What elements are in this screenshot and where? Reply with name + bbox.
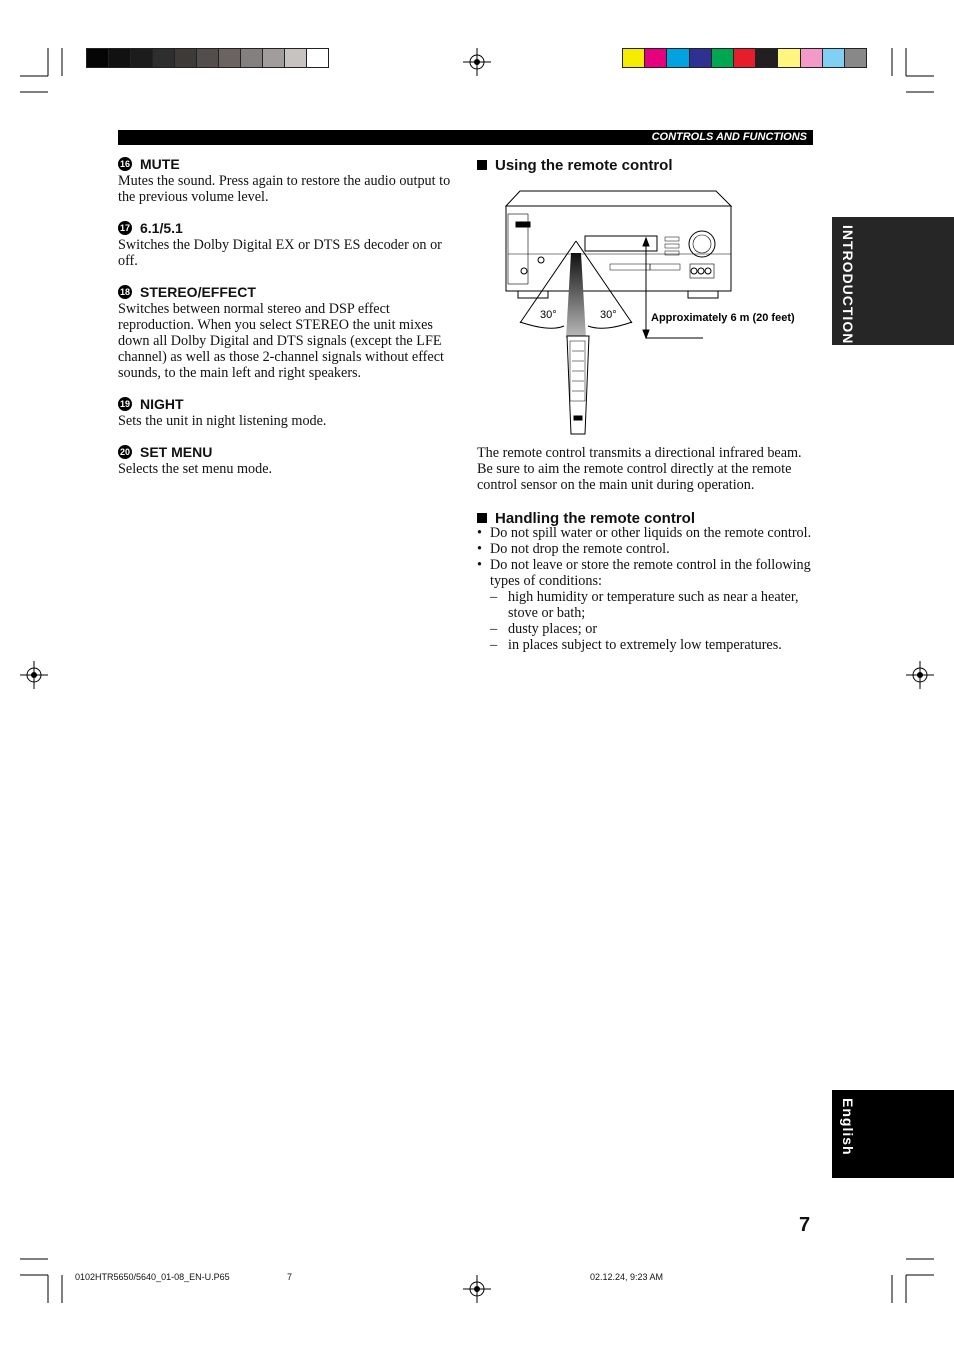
color-swatch [130,48,153,68]
item-number: 20 [119,447,130,457]
item-mute [118,156,453,205]
item-number: 18 [119,287,130,297]
distance-label: Approximately 6 m (20 feet) [651,312,795,324]
item-number: 19 [119,399,130,409]
item-title-text: SET MENU [140,444,213,460]
color-swatch [666,48,689,68]
condition-item: – dusty places; or [477,621,813,637]
color-swatch [152,48,175,68]
color-swatch [777,48,800,68]
color-swatch [218,48,241,68]
list-item: • Do not drop the remote control. [477,541,813,557]
remote-illustration [567,336,589,434]
item-body: Mutes the sound. Press again to restore the audio output to the previous volume level. [118,173,451,205]
color-swatch [755,48,778,68]
item-61-51 [118,220,453,269]
remote-section-title-text: Using the remote control [495,157,673,174]
section-header: CONTROLS AND FUNCTIONS [651,131,807,143]
handling-section-title-text: Handling the remote control [495,510,696,527]
color-swatch [86,48,109,68]
color-swatch [174,48,197,68]
color-swatch [306,48,329,68]
item-title-text: NIGHT [140,396,184,412]
list-item: • Do not leave or store the remote control in the following types of conditions: [477,557,813,589]
item-number: 16 [119,159,130,169]
left-angle-label: 30° [540,309,557,321]
item-title-text: 6.1/5.1 [140,220,183,236]
handling-list [477,525,813,653]
item-title [118,284,453,300]
item-set-menu [118,444,453,477]
item-title [118,444,453,460]
color-swatch [689,48,712,68]
color-swatch [711,48,734,68]
remote-section-body: The remote control transmits a directional infrared beam. Be sure to aim the remote control directly at the remote control sensor on the main unit during operation. [477,445,802,493]
footer-file: 0102HTR5650/5640_01-08_EN-U.P65 [75,1272,230,1282]
page-number: 7 [799,1214,811,1236]
item-number: 17 [119,223,130,233]
square-bullet-icon [477,160,487,170]
square-bullet-icon [477,513,487,523]
item-title [118,220,453,236]
item-title-text: MUTE [140,156,180,172]
color-swatch [262,48,285,68]
section-header-bar [118,130,813,145]
language-tab-label: English [840,1098,856,1156]
introduction-tab-label: INTRODUCTION [840,225,856,345]
receiver-illustration [506,191,731,298]
list-item: • Do not spill water or other liquids on the remote control. [477,525,813,541]
item-title-text: STEREO/EFFECT [140,284,256,300]
item-body: Switches the Dolby Digital EX or DTS ES decoder on or off. [118,237,442,269]
color-swatch [822,48,845,68]
item-stereo-effect [118,284,453,381]
item-title [118,156,453,172]
language-tab [832,1090,954,1178]
color-swatch [733,48,756,68]
color-swatch [196,48,219,68]
color-swatch [284,48,307,68]
item-body: Switches between normal stereo and DSP effect reproduction. When you select STEREO the unit mixes down all Dolby Digital and DTS signals (except the LFE channel) as well as those 2-channel signals without effect sounds, to the main left and right speakers. [118,301,444,381]
item-title [118,396,453,412]
color-swatch [800,48,823,68]
remote-control-diagram [500,186,820,436]
color-swatch [240,48,263,68]
introduction-tab [832,217,954,345]
remote-section-title [477,157,673,175]
right-angle-label: 30° [600,309,617,321]
item-body: Selects the set menu mode. [118,461,273,477]
color-swatch [644,48,667,68]
condition-item: – high humidity or temperature such as near a heater, stove or bath; [477,589,813,621]
color-swatch [622,48,645,68]
footer-page: 7 [287,1272,293,1282]
color-swatch [844,48,867,68]
item-night [118,396,453,429]
footer-date: 02.12.24, 9:23 AM [590,1272,664,1282]
color-swatch [108,48,131,68]
condition-item: – in places subject to extremely low temperatures. [477,637,813,653]
item-body: Sets the unit in night listening mode. [118,413,327,429]
